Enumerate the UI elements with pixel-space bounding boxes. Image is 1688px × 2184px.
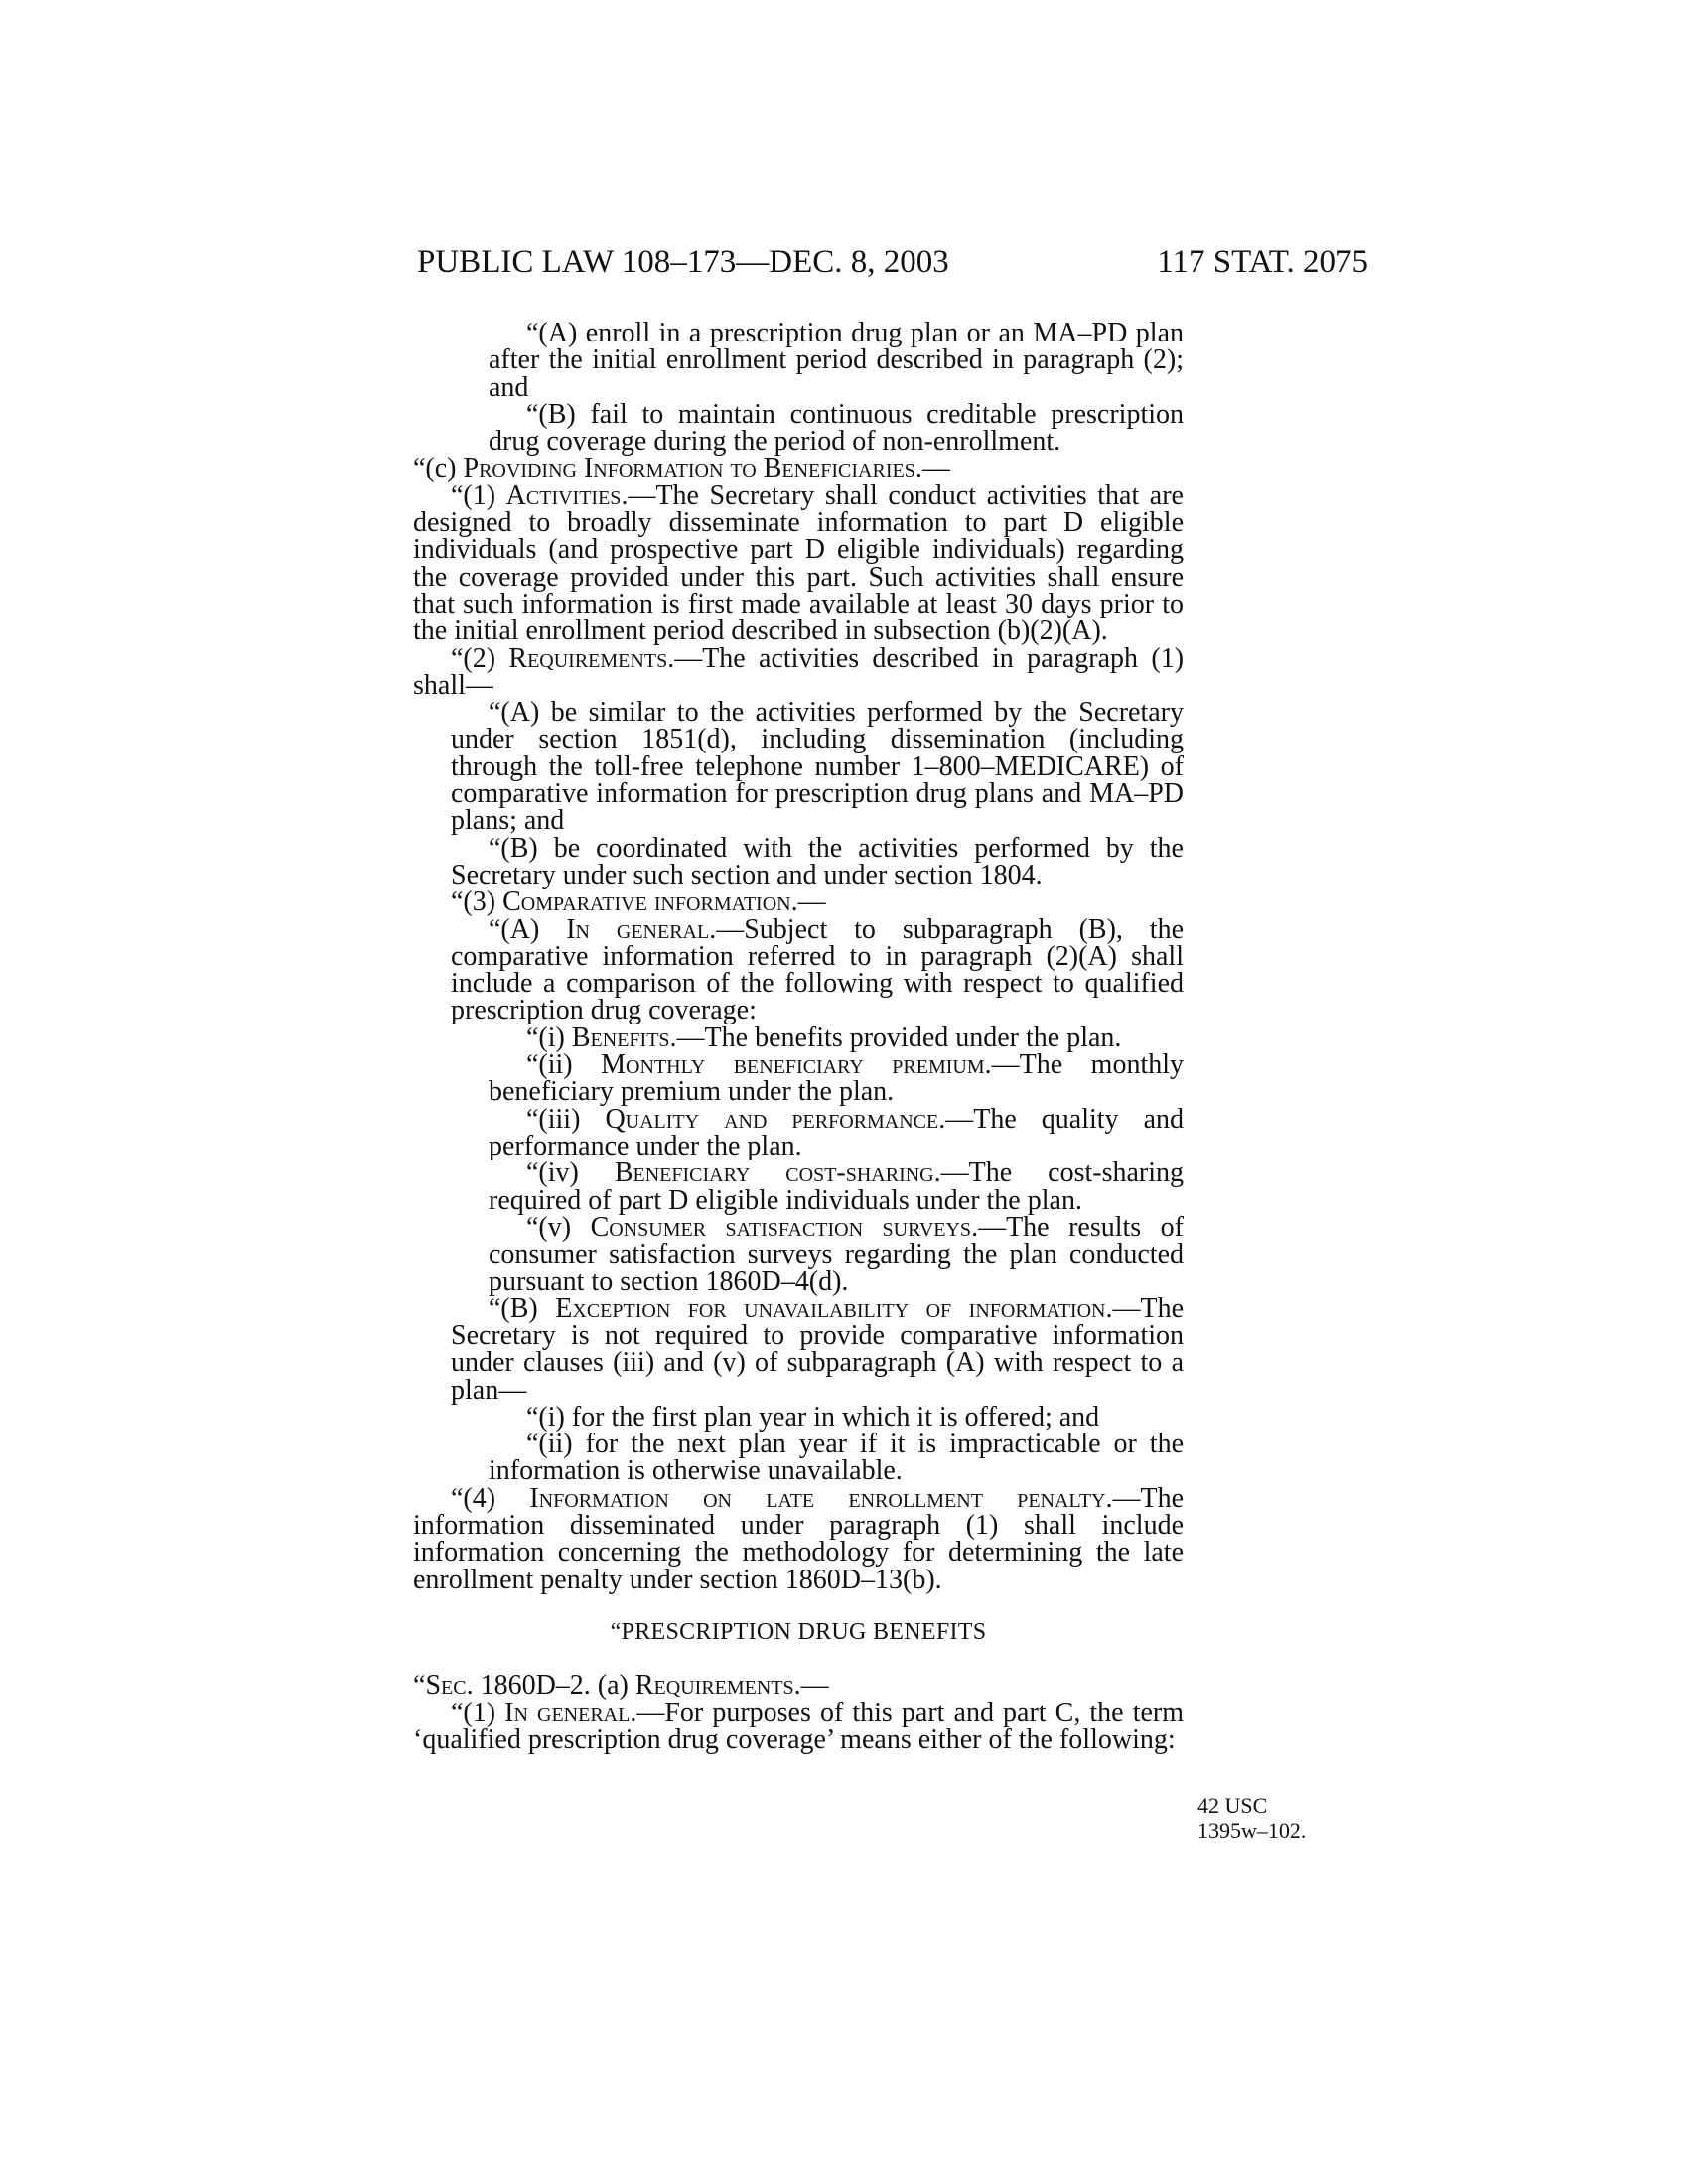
subsection-c-heading: “(c) Providing Information to Beneficiaries.—: [413, 453, 950, 484]
running-header: [415, 244, 1368, 284]
para-4-late-enrollment: “(4) Information on late enrollment penalty.—The information disseminated under paragraph (1) shall include information concerning the methodology for determining the late enrollment penalty under section 1860D–13(b).: [413, 1482, 1185, 1595]
margin-note-line1: 42 USC: [1197, 1793, 1268, 1818]
statute-body: [413, 320, 1184, 1753]
para-3B-exception: “(B) Exception for unavailability of information.—The Secretary is not required to provide comparative information under clauses (iii) and (v) of subparagraph (A) with respect to a plan—: [451, 1293, 1184, 1406]
para-1-in-general: “(1) In general.—For purposes of this part and part C, the term ‘qualified prescription drug coverage’ means either of the following:: [413, 1697, 1185, 1755]
clause-i-benefits: “(i) Benefits.—The benefits provided under the plan.: [526, 1022, 1122, 1053]
para-B-fail: “(B) fail to maintain continuous creditable prescription drug coverage during the period of non-enrollment.: [489, 398, 1184, 458]
para-1-activities: “(1) Activities.—The Secretary shall conduct activities that are designed to broadly disseminate information to part D eligible individuals (and prospective part D eligible individuals) regarding the coverage provided under this part. Such activities shall ensure that such information is first made available at least 30 days prior to the initial enrollment period described in subsection (b)(2)(A).: [413, 479, 1184, 647]
clause-ii-next-year: “(ii) for the next plan year if it is impracticable or the information is otherwise unavailable.: [489, 1429, 1184, 1487]
para-2-requirements: “(2) Requirements.—The activities described in paragraph (1) shall—: [413, 642, 1185, 701]
para-3-comparative-heading: “(3) Comparative information.—: [451, 887, 826, 918]
clause-ii-premium: “(ii) Monthly beneficiary premium.—The monthly beneficiary premium under the plan.: [489, 1049, 1185, 1108]
clause-i-first-year: “(i) for the first plan year in which it is offered; and: [526, 1401, 1100, 1433]
clause-iii-quality: “(iii) Quality and performance.—The quality and performance under the plan.: [489, 1103, 1184, 1161]
para-A-enroll: “(A) enroll in a prescription drug plan or an MA–PD plan after the initial enrollment period described in paragraph (2); and: [489, 318, 1184, 403]
section-1860D-2-heading: “Sec. 1860D–2. (a) Requirements.—: [413, 1670, 829, 1702]
margin-note-line2: 1395w–102.: [1197, 1818, 1307, 1843]
margin-usc-citation: [1197, 1793, 1306, 1843]
header-statute-page: 117 STAT. 2075: [1157, 244, 1368, 280]
para-2A-similar: “(A) be similar to the activities performed by the Secretary under section 1851(d), including dissemination (including through the toll-free telephone number 1–800–MEDICARE) of comparative information for prescription drug plans and MA–PD plans; and: [451, 697, 1184, 837]
header-law-citation: PUBLIC LAW 108–173—DEC. 8, 2003: [417, 244, 949, 280]
clause-v-surveys: “(v) Consumer satisfaction surveys.—The results of consumer satisfaction surveys regarding the plan conducted pursuant to section 1860D–4(d).: [489, 1211, 1184, 1297]
para-3A-in-general: “(A) In general.—Subject to subparagraph (B), the comparative information referred to in paragraph (2)(A) shall include a comparison of the following with respect to qualified prescription drug coverage:: [451, 913, 1185, 1026]
section-heading-prescription-drug-benefits: “PRESCRIPTION DRUG BENEFITS: [610, 1618, 987, 1645]
para-2B-coordinated: “(B) be coordinated with the activities performed by the Secretary under such section and under section 1804.: [451, 832, 1184, 890]
clause-iv-cost-sharing: “(iv) Beneficiary cost-sharing.—The cost-sharing required of part D eligible individuals under the plan.: [489, 1158, 1185, 1216]
